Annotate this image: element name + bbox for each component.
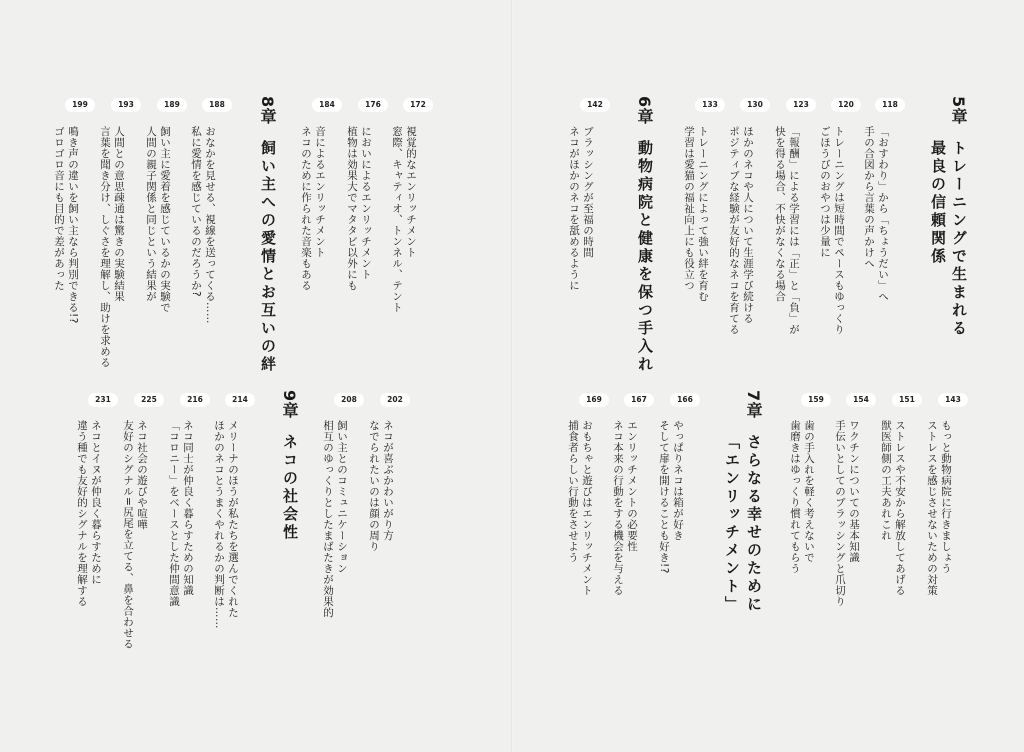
toc-entry-line: 言葉を聞き分け、しぐさを理解し、助けを求める bbox=[99, 126, 111, 368]
page-number-badge: 133 bbox=[695, 98, 725, 112]
toc-entry-line: 獣医師側の工夫あれこれ bbox=[880, 420, 892, 541]
page-number-badge: 188 bbox=[202, 98, 232, 112]
page-number-badge: 118 bbox=[875, 98, 905, 112]
toc-entry-line: 私に愛情を感じているのだろうか? bbox=[190, 126, 202, 298]
page-number-badge: 169 bbox=[579, 393, 609, 407]
toc-entry-line: ほかのネコとうまくやれるかの判断は…… bbox=[213, 420, 225, 629]
toc-entry-line: 手伝いとしてのブラッシングと爪切り bbox=[834, 420, 846, 607]
toc-entry-line: 歯磨きはゆっくり慣れてもらう bbox=[789, 420, 801, 574]
page-number-badge: 231 bbox=[88, 393, 118, 407]
toc-entry-line: 「おすわり」から「ちょうだい」へ bbox=[877, 126, 889, 302]
toc-entry-line: ネコが喜ぶかわいがり方 bbox=[382, 420, 394, 541]
toc-entry-line: ネコ社会の遊びや喧嘩 bbox=[136, 420, 148, 530]
page-gutter bbox=[511, 0, 513, 752]
chapter-9-title: ネコの社会性 bbox=[281, 434, 299, 542]
toc-entry-line: そして扉を開けることも好き!? bbox=[658, 420, 670, 574]
page-number-badge: 172 bbox=[403, 98, 433, 112]
toc-entry-line: 窓際、キャティオ、トンネル、テント bbox=[391, 126, 403, 313]
page-number-badge: 189 bbox=[157, 98, 187, 112]
chapter-7-title-line2: 「エンリッチメント」 bbox=[723, 434, 741, 614]
toc-entry-line: 違う種でも友好的シグナルを理解する bbox=[76, 420, 88, 607]
page-number-badge: 184 bbox=[312, 98, 342, 112]
page-number-badge: 208 bbox=[334, 393, 364, 407]
toc-entry-line: ポジティブな経験が友好的なネコを育てる bbox=[728, 126, 740, 335]
page-number-badge: 202 bbox=[380, 393, 410, 407]
toc-entry-line: トレーニングは短時間でペースもゆっくり bbox=[833, 126, 845, 335]
page-number-badge: 199 bbox=[65, 98, 95, 112]
page-number-badge: 214 bbox=[225, 393, 255, 407]
toc-entry-line: ストレスを感じさせないための対策 bbox=[926, 420, 938, 596]
toc-entry-line: ネコのために作られた音楽もある bbox=[300, 126, 312, 291]
toc-entry-line: 「コロニー」をベースとした仲間意識 bbox=[168, 420, 180, 607]
toc-entry-line: においによるエンリッチメント bbox=[360, 126, 372, 280]
toc-entry-line: 鳴き声の違いを飼い主なら判別できる!? bbox=[67, 126, 79, 324]
chapter-9-number: 9章 bbox=[280, 390, 299, 420]
toc-entry-line: 相互のゆっくりとしたまばたきが効果的 bbox=[322, 420, 334, 618]
page-number-badge: 225 bbox=[134, 393, 164, 407]
toc-entry-line: もっと動物病院に行きましょう bbox=[940, 420, 952, 574]
toc-entry-line: ゴロゴロ音にも目的で差があった bbox=[53, 126, 65, 291]
toc-entry-line: 学習は愛猫の福祉向上にも役立つ bbox=[683, 126, 695, 291]
toc-entry-line: 人間の親子関係と同じという結果が bbox=[145, 126, 157, 302]
toc-entry-line: トレーニングによって強い絆を育む bbox=[697, 126, 709, 302]
toc-entry-line: 友好のシグナル=尻尾を立てる、鼻を合わせる bbox=[122, 420, 134, 650]
toc-entry-line: ネコ同士が仲良く暮らすための知識 bbox=[182, 420, 194, 596]
page-number-badge: 120 bbox=[831, 98, 861, 112]
toc-entry-line: 視覚的なエンリッチメント bbox=[405, 126, 417, 258]
toc-entry-line: ワクチンについての基本知識 bbox=[848, 420, 860, 563]
toc-entry-line: 手の合図から言葉の声かけへ bbox=[863, 126, 875, 269]
toc-entry-line: やっぱりネコは箱が好き bbox=[672, 420, 684, 541]
chapter-6-title: 動物病院と健康を保つ手入れ bbox=[636, 140, 654, 374]
toc-entry-line: 人間との意思疎通は驚きの実験結果 bbox=[113, 126, 125, 302]
toc-entry-line: 歯の手入れを軽く考えないで bbox=[803, 420, 815, 563]
chapter-5-number: 5章 bbox=[949, 96, 968, 126]
toc-entry-line: 「報酬」による学習には「正」と「負」が bbox=[788, 126, 800, 335]
chapter-8-title: 飼い主への愛情とお互いの絆 bbox=[259, 140, 277, 374]
page-number-badge: 142 bbox=[580, 98, 610, 112]
page-number-badge: 167 bbox=[624, 393, 654, 407]
toc-entry-line: なでられたいのは顔の周り bbox=[368, 420, 380, 552]
toc-entry-line: ほかのネコや人について生涯学び続ける bbox=[742, 126, 754, 324]
toc-entry-line: 植物は効果大でマタタビ以外にも bbox=[346, 126, 358, 291]
page-number-badge: 193 bbox=[111, 98, 141, 112]
toc-entry-line: 飼い主に愛着を感じているかの実験で bbox=[159, 126, 171, 313]
toc-entry-line: ネコがほかのネコを舐めるように bbox=[568, 126, 580, 291]
toc-entry-line: 捕食者らしい行動をさせよう bbox=[567, 420, 579, 563]
toc-entry-line: ブラッシングが至福の時間 bbox=[582, 126, 594, 258]
toc-entry-line: メリーナのほうが私たちを選んでくれた bbox=[227, 420, 239, 618]
toc-entry-line: 飼い主とのコミュニケーション bbox=[336, 420, 348, 574]
toc-entry-line: 快を得る場合、不快がなくなる場合 bbox=[774, 126, 786, 302]
chapter-8-number: 8章 bbox=[258, 96, 277, 126]
chapter-5-title-line2: 最良の信頼関係 bbox=[929, 140, 947, 266]
toc-entry-line: エンリッチメントの必要性 bbox=[626, 420, 638, 552]
toc-entry-line: ネコとイヌが仲良く暮らすために bbox=[90, 420, 102, 585]
page-number-badge: 166 bbox=[670, 393, 700, 407]
page-number-badge: 159 bbox=[801, 393, 831, 407]
toc-entry-line: ネコ本来の行動をする機会を与える bbox=[612, 420, 624, 596]
toc-entry-line: おなかを見せる、視線を送ってくる…… bbox=[204, 126, 216, 324]
chapter-7-title-line1: さらなる幸せのために bbox=[745, 434, 763, 614]
toc-entry-line: ごほうびのおやつは少量に bbox=[819, 126, 831, 258]
page-number-badge: 216 bbox=[180, 393, 210, 407]
chapter-5-title-line1: トレーニングで生まれる bbox=[950, 140, 968, 338]
page-number-badge: 151 bbox=[892, 393, 922, 407]
page-number-badge: 143 bbox=[938, 393, 968, 407]
page-number-badge: 123 bbox=[786, 98, 816, 112]
page-number-badge: 176 bbox=[358, 98, 388, 112]
toc-entry-line: 音によるエンリッチメント bbox=[314, 126, 326, 258]
page-number-badge: 154 bbox=[846, 393, 876, 407]
toc-entry-line: おもちゃと遊びはエンリッチメント bbox=[581, 420, 593, 596]
chapter-7-number: 7章 bbox=[744, 390, 763, 420]
chapter-6-number: 6章 bbox=[635, 96, 654, 126]
page-number-badge: 130 bbox=[740, 98, 770, 112]
toc-entry-line: ストレスや不安から解放してあげる bbox=[894, 420, 906, 596]
